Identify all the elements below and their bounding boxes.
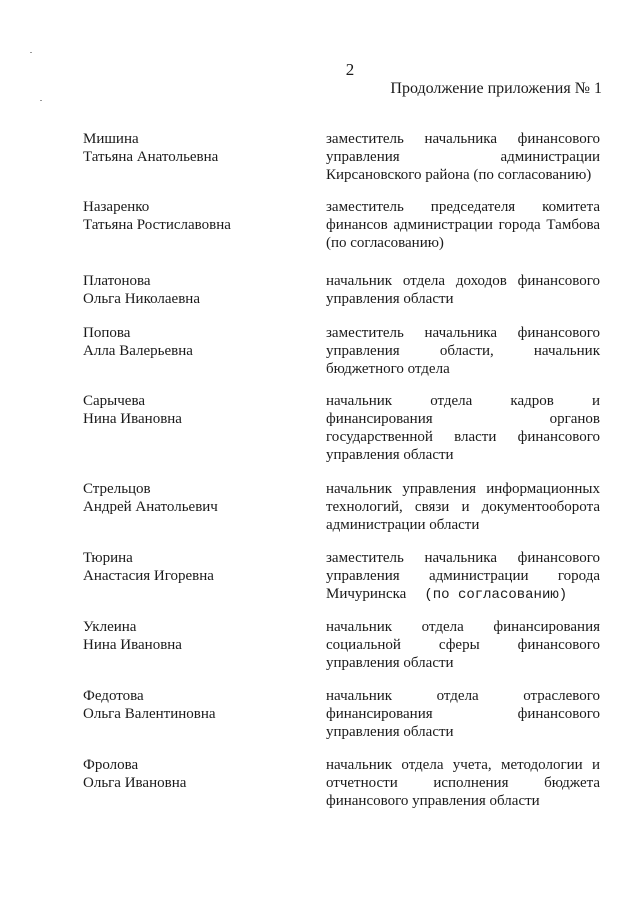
member-given-names: Ольга Валентиновна xyxy=(83,706,216,722)
position-line: начальник отдела финансирования xyxy=(326,619,600,635)
member-name xyxy=(83,130,303,166)
member-position xyxy=(326,480,600,534)
position-line: управления администрации города xyxy=(326,568,600,584)
position-line: управления области, начальник xyxy=(326,343,600,359)
member-surname: Стрельцов xyxy=(83,481,151,497)
member-position xyxy=(326,198,600,252)
member-position xyxy=(326,618,600,672)
member-position xyxy=(326,130,600,184)
position-line: начальник отдела доходов финансового xyxy=(326,273,600,289)
member-given-names: Татьяна Анатольевна xyxy=(83,149,219,165)
position-line: заместитель начальника финансового xyxy=(326,131,600,147)
member-surname: Назаренко xyxy=(83,199,150,215)
position-line: управления области xyxy=(326,291,454,307)
position-line: управления области xyxy=(326,655,454,671)
member-position xyxy=(326,392,600,464)
member-surname: Тюрина xyxy=(83,550,133,566)
member-surname: Попова xyxy=(83,325,131,341)
member-name xyxy=(83,756,303,792)
scan-mark xyxy=(40,100,42,101)
member-surname: Мишина xyxy=(83,131,139,147)
member-given-names: Нина Ивановна xyxy=(83,411,182,427)
member-given-names: Анастасия Игоревна xyxy=(83,568,214,584)
scan-mark xyxy=(30,52,32,53)
member-surname: Фролова xyxy=(83,757,139,773)
position-line: заместитель председателя комитета xyxy=(326,199,600,215)
position-line: социальной сферы финансового xyxy=(326,637,600,653)
member-given-names: Татьяна Ростиславовна xyxy=(83,217,231,233)
member-position xyxy=(326,756,600,810)
member-position xyxy=(326,687,600,741)
continuation-heading: Продолжение приложения № 1 xyxy=(390,80,602,97)
position-line: начальник отдела отраслевого xyxy=(326,688,600,704)
position-line: администрации области xyxy=(326,517,480,533)
member-position xyxy=(326,324,600,378)
member-surname: Уклеина xyxy=(83,619,137,635)
member-name xyxy=(83,392,303,428)
page-number: 2 xyxy=(345,60,355,79)
position-line: финансирования финансового xyxy=(326,706,600,722)
member-name xyxy=(83,198,303,234)
position-line: начальник управления информационных xyxy=(326,481,600,497)
member-given-names: Ольга Николаевна xyxy=(83,291,200,307)
position-line: финансового управления области xyxy=(326,793,540,809)
member-given-names: Алла Валерьевна xyxy=(83,343,193,359)
position-line: заместитель начальника финансового xyxy=(326,550,600,566)
member-position xyxy=(326,549,600,604)
position-line: начальник отдела учета, методологии и xyxy=(326,757,600,773)
position-line xyxy=(326,585,600,604)
member-name xyxy=(83,618,303,654)
member-name xyxy=(83,324,303,360)
member-position xyxy=(326,272,600,308)
position-line: управления области xyxy=(326,724,454,740)
position-line: бюджетного отдела xyxy=(326,361,450,377)
position-line: (по согласованию) xyxy=(326,235,444,251)
position-line: технологий, связи и документооборота xyxy=(326,499,600,515)
position-line: заместитель начальника финансового xyxy=(326,325,600,341)
position-line: отчетности исполнения бюджета xyxy=(326,775,600,791)
member-name xyxy=(83,549,303,585)
member-name xyxy=(83,480,303,516)
position-line: финансирования органов xyxy=(326,411,600,427)
position-line: управления области xyxy=(326,447,454,463)
member-given-names: Ольга Ивановна xyxy=(83,775,187,791)
position-line: государственной власти финансового xyxy=(326,429,600,445)
typed-annotation: (по согласованию) xyxy=(424,587,568,603)
position-city: Мичуринска xyxy=(326,586,407,602)
position-line: начальник отдела кадров и xyxy=(326,393,600,409)
member-surname: Федотова xyxy=(83,688,144,704)
member-given-names: Нина Ивановна xyxy=(83,637,182,653)
position-line: управления администрации xyxy=(326,149,600,165)
member-given-names: Андрей Анатольевич xyxy=(83,499,218,515)
position-line: финансов администрации города Тамбова xyxy=(326,217,600,233)
member-surname: Сарычева xyxy=(83,393,145,409)
member-name xyxy=(83,687,303,723)
position-line: Кирсановского района (по согласованию) xyxy=(326,167,592,183)
member-surname: Платонова xyxy=(83,273,151,289)
member-name xyxy=(83,272,303,308)
